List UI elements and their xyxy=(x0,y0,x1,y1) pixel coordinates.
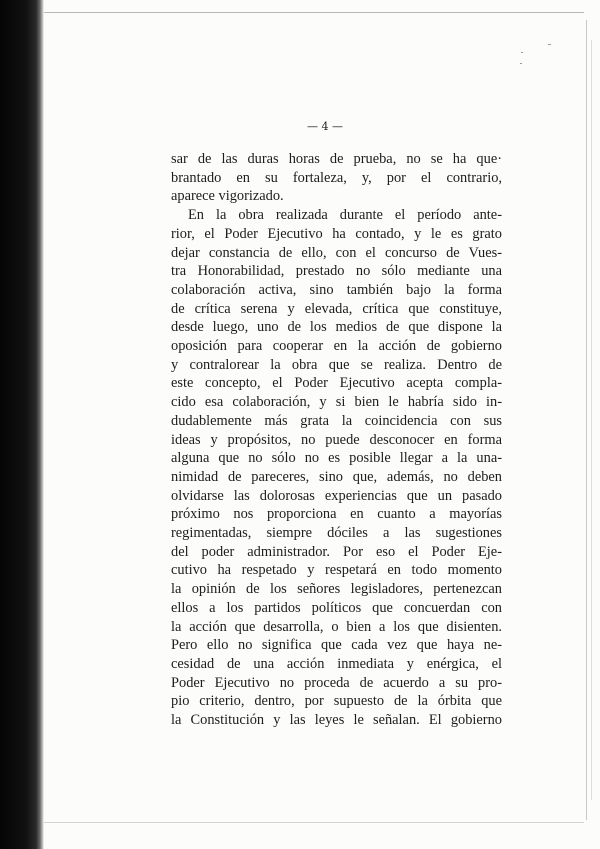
right-border-line-faint xyxy=(591,40,592,800)
scan-speck xyxy=(521,52,523,53)
text-line: alguna que no sólo no es posible llegar a la una- xyxy=(171,450,502,467)
text-line: dudablemente más grata la coincidencia con sus xyxy=(171,412,502,429)
text-line: este concepto, el Poder Ejecutivo acepta compla- xyxy=(171,375,502,392)
text-line: desde luego, uno de los medios de que dispone la xyxy=(171,319,502,336)
text-line: olvidarse las dolorosas experiencias que un pasado xyxy=(171,487,502,504)
body-text xyxy=(171,150,502,730)
text-line: colaboración activa, sino también bajo la forma xyxy=(171,281,502,298)
text-line: regimentadas, siempre dóciles a las sugestiones xyxy=(171,525,502,542)
text-line: cesidad de una acción inmediata y enérgica, el xyxy=(171,655,502,672)
text-line: del poder administrador. Por eso el Poder Eje- xyxy=(171,543,502,560)
text-line: aparece vigorizado. xyxy=(171,188,284,205)
text-line: sar de las duras horas de prueba, no se ha que· xyxy=(171,151,502,167)
text-line: rior, el Poder Ejecutivo ha contado, y le es grato xyxy=(171,225,502,242)
scan-speck xyxy=(548,44,551,45)
page-number: — 4 — xyxy=(307,120,343,133)
text-line: cido esa colaboración, y si bien le habría sido in- xyxy=(171,394,502,411)
text-line: Pero ello no significa que cada vez que haya ne- xyxy=(171,637,502,654)
text-line: de crítica serena y elevada, crítica que constituye, xyxy=(171,300,502,317)
text-line: brantado en su fortaleza, y, por el contrario, xyxy=(171,169,502,186)
text-line: Poder Ejecutivo no proceda de acuerdo a su pro- xyxy=(171,674,502,691)
top-border-line xyxy=(44,12,584,13)
text-line: ellos a los partidos políticos que concuerdan con xyxy=(171,599,502,616)
text-line: En la obra realizada durante el período ante- xyxy=(188,207,502,224)
text-line: la Constitución y las leyes le señalan. El gobierno xyxy=(171,712,502,729)
text-line: próximo nos proporciona en cuanto a mayorías xyxy=(171,506,502,523)
text-line: y contralorear la obra que se realiza. Dentro de xyxy=(171,356,502,373)
scan-speck xyxy=(520,63,522,64)
text-line: la opinión de los señores legisladores, pertenezcan xyxy=(171,581,502,598)
text-line: cutivo ha respetado y respetará en todo momento xyxy=(171,562,502,579)
text-line: la acción que desarrolla, o bien a los que disienten. xyxy=(171,618,502,635)
text-line: tra Honorabilidad, prestado no sólo mediante una xyxy=(171,263,502,280)
bottom-border-line xyxy=(44,822,584,823)
right-border-line xyxy=(586,20,587,820)
text-line: dejar constancia de ello, con el concurso de Vues- xyxy=(171,244,502,261)
text-line: ideas y propósitos, no puede desconocer en forma xyxy=(171,431,502,448)
text-line: nimidad de pareceres, sino que, además, no deben xyxy=(171,468,502,485)
text-line: pio criterio, dentro, por supuesto de la órbita que xyxy=(171,693,502,710)
text-line: oposición para cooperar en la acción de gobierno xyxy=(171,338,502,355)
